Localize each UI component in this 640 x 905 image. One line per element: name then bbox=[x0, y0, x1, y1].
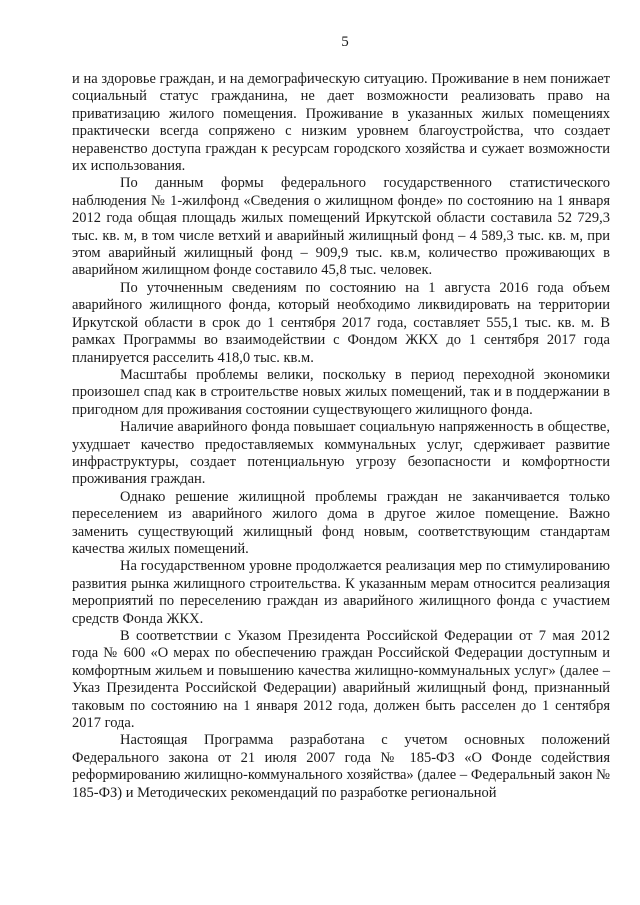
document-body bbox=[72, 71, 610, 802]
paragraph-statistics: По данным формы федерального государственного статистического наблюдения № 1-жилфонд «Сведения о жилищном фонде» по состоянию на 1 января 2012 года общая площадь жилых помещений Иркутской области составила 52 729,3 тыс. кв. м, в том числе ветхий и аварийный жилищный фонд – 4 589,3 тыс. кв. м, при этом аварийный жилищный фонд – 909,9 тыс. кв.м, количество проживающих в аварийном жилищном фонде составило 45,8 тыс. человек. bbox=[72, 175, 610, 279]
paragraph-continuation: и на здоровье граждан, и на демографическую ситуацию. Проживание в нем понижает социальный статус гражданина, не дает возможности реализовать право на приватизацию жилого помещения. Проживание в указанных жилых помещениях практически всегда сопряжено с низким уровнем благоустройства, что создает неравенство доступа граждан к ресурсам городского хозяйства и сужает возможности их использования. bbox=[72, 71, 610, 175]
paragraph-social-tension: Наличие аварийного фонда повышает социальную напряженность в обществе, ухудшает качество предоставляемых коммунальных услуг, сдерживает развитие инфраструктуры, создает потенциальную угрозу безопасности и комфортности проживания граждан. bbox=[72, 419, 610, 488]
paragraph-program-basis: Настоящая Программа разработана с учетом основных положений Федерального закона от 21 июля 2007 года № 185-ФЗ «О Фонде содействия реформированию жилищно-коммунального хозяйства» (далее – Федеральный закон № 185-ФЗ) и Методических рекомендаций по разработке региональной bbox=[72, 732, 610, 801]
paragraph-state-measures: На государственном уровне продолжается реализация мер по стимулированию развития рынка жилищного строительства. К указанным мерам относится реализация мероприятий по переселению граждан из аварийного жилищного фонда с участием средств Фонда ЖКХ. bbox=[72, 558, 610, 627]
paragraph-problem-scale: Масштабы проблемы велики, поскольку в период переходной экономики произошел спад как в строительстве новых жилых помещений, так и в поддержании в пригодном для проживания состоянии существующего жилищного фонда. bbox=[72, 366, 610, 418]
page-number: 5 bbox=[341, 34, 349, 50]
paragraph-housing-solution: Однако решение жилищной проблемы граждан не заканчивается только переселением из аварийного жилого дома в другое жилое помещение. Важно заменить существующий жилищный фонд новым, соответствующим стандартам качества жилых помещений. bbox=[72, 488, 610, 557]
paragraph-presidential-decree: В соответствии с Указом Президента Российской Федерации от 7 мая 2012 года № 600 «О мерах по обеспечению граждан Российской Федерации доступным и комфортным жильем и повышению качества жилищно-коммунальных услуг» (далее – Указ Президента Российской Федерации) аварийный жилищный фонд, признанный таковым по состоянию на 1 января 2012 года, должен быть расселен до 1 сентября 2017 года. bbox=[72, 628, 610, 732]
paragraph-updated-data: По уточненным сведениям по состоянию на 1 августа 2016 года объем аварийного жилищного фонда, который необходимо ликвидировать на территории Иркутской области в срок до 1 сентября 2017 года, составляет 555,1 тыс. кв. м. В рамках Программы во взаимодействии с Фондом ЖКХ до 1 сентября 2017 года планируется расселить 418,0 тыс. кв.м. bbox=[72, 279, 610, 366]
